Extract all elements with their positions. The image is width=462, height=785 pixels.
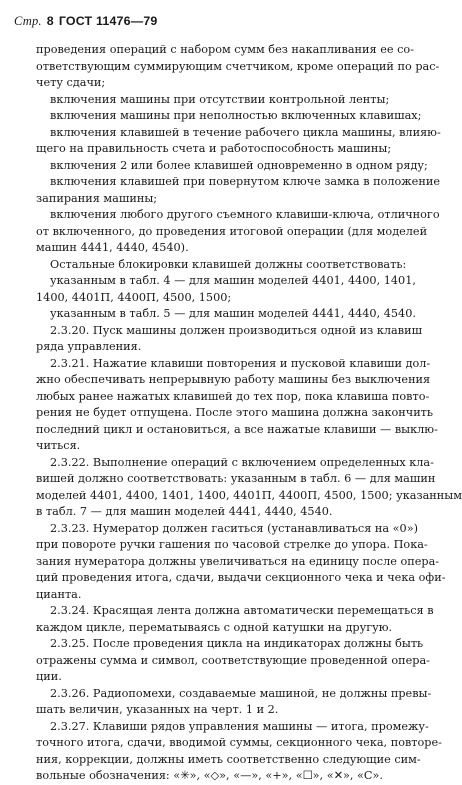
text-line: отражены сумма и символ, соответствующие проведенной опера-: [36, 653, 430, 667]
text-line: зания нумератора должны увеличиваться на единицу после опера-: [36, 554, 440, 568]
text-line: шать величин, указанных на черт. 1 и 2.: [36, 703, 279, 716]
text-line: 2.3.24. Красящая лента должна автоматически перемещаться в: [50, 604, 434, 617]
text-line: 2.3.26. Радиопомехи, создаваемые машиной, не должны превы-: [50, 686, 432, 700]
text-line: жно обеспечивать непрерывную работу машины без выключения: [36, 373, 431, 386]
text-line: 2.3.23. Нумератор должен гаситься (устанавливаться на «0»): [50, 521, 418, 535]
text-line: от включенного, до проведения итоговой операции (для моделей: [36, 224, 428, 238]
text-line: любых ранее нажатых клавишей до тех пор, пока клавиша повто-: [36, 389, 430, 403]
text-line: точного итога, сдачи, вводимой суммы, секционного чека, повторе-: [36, 736, 442, 749]
text-line: указанным в табл. 4 — для машин моделей 4401, 4400, 1401,: [50, 274, 416, 287]
text-line: 2.3.25. После проведения цикла на индикаторах должны быть: [50, 637, 424, 650]
page-number: 8: [46, 14, 54, 28]
text-line: читься.: [36, 439, 81, 452]
text-line: цианта.: [36, 587, 82, 601]
page-header: [14, 14, 158, 29]
page-label: Стр.: [14, 14, 42, 28]
text-line: включения машины при отсутствии контрольной ленты;: [50, 92, 390, 106]
text-line: щего на правильность счета и работоспособность машины;: [36, 142, 392, 155]
document-body: [36, 42, 462, 785]
text-line: ния, коррекции, должны иметь соответственно следующие сим-: [36, 752, 421, 766]
text-line: ответствующим суммирующим счетчиком, кроме операций по рас-: [36, 59, 440, 73]
text-line: последний цикл и остановиться, а все нажатые клавиши — выклю-: [36, 422, 438, 436]
text-line: запирания машины;: [36, 191, 158, 205]
text-line: ряда управления.: [36, 340, 142, 353]
text-line: 2.3.21. Нажатие клавиши повторения и пусковой клавиши дол-: [50, 356, 431, 370]
text-line: включения клавишей при повернутом ключе замка в положение: [50, 175, 440, 188]
text-line: включения любого другого съемного клавиши-ключа, отличного: [50, 208, 440, 221]
text-line: каждом цикле, перематываясь с одной катушки на другую.: [36, 620, 393, 634]
text-line: в табл. 7 — для машин моделей 4441, 4440, 4540.: [36, 505, 333, 518]
text-line: вольные обозначения: «✳», «◇», «—», «+», «☐», «✕», «С».: [36, 769, 384, 782]
text-line: ций проведения итога, сдачи, выдачи секционного чека и чека офи-: [36, 571, 446, 584]
text-line: вишей должно соответствовать: указанным в табл. 6 — для машин: [36, 472, 436, 485]
text-line: 2.3.22. Выполнение операций с включением определенных кла-: [50, 455, 434, 469]
text-line: чету сдачи;: [36, 76, 106, 89]
text-line: машин 4441, 4440, 4540).: [36, 241, 189, 254]
text-line: Остальные блокировки клавишей должны соответствовать:: [50, 257, 407, 271]
text-line: 2.3.27. Клавиши рядов управления машины — итога, промежу-: [50, 719, 429, 733]
text-line: моделей 4401, 4400, 1401, 1400, 4401П, 4400П, 4500, 1500; указанным: [36, 488, 462, 502]
text-line: проведения операций с набором сумм без накапливания ее со-: [36, 43, 414, 56]
text-line: включения машины при неполностью включенных клавишах;: [50, 109, 422, 122]
text-line: ции.: [36, 670, 62, 683]
text-line: рения не будет отпущена. После этого машина должна закончить: [36, 406, 434, 419]
text-line: включения 2 или более клавишей одновременно в одном ряду;: [50, 158, 428, 172]
text-line: включения клавишей в течение рабочего цикла машины, влияю-: [50, 125, 441, 139]
text-line: указанным в табл. 5 — для машин моделей 4441, 4440, 4540.: [50, 307, 416, 320]
standard-number: ГОСТ 11476—79: [58, 14, 158, 28]
text-line: при повороте ручки гашения по часовой стрелке до упора. Пока-: [36, 538, 428, 551]
text-line: 2.3.20. Пуск машины должен производиться одной из клавиш: [50, 323, 423, 337]
text-line: 1400, 4401П, 4400П, 4500, 1500;: [36, 290, 232, 304]
